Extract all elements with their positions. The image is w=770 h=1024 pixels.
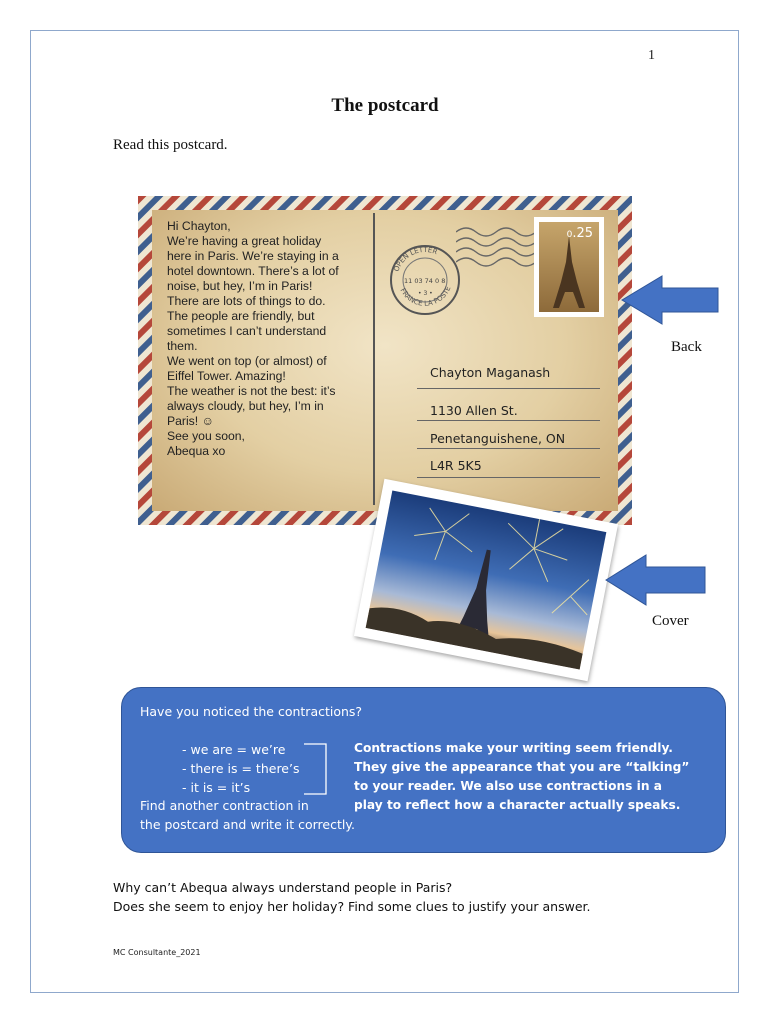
page-title: The postcard xyxy=(331,95,439,116)
message-line: See you soon, xyxy=(167,429,245,443)
address-line xyxy=(417,420,600,421)
callout-task-line: the postcard and write it correctly. xyxy=(140,817,355,832)
message-line: here in Paris. We’re staying in a xyxy=(167,249,339,263)
message-line: There are lots of things to do. xyxy=(167,294,326,308)
address-line xyxy=(417,388,600,389)
postmark-top-text: OPEN LETTER xyxy=(392,245,439,273)
cover-arrow-icon xyxy=(604,553,708,609)
stamp-value: 0.25 xyxy=(566,226,593,241)
message-line: Paris! ☺ xyxy=(167,414,214,428)
footer-text: MC Consultante_2021 xyxy=(113,948,201,957)
message-line: Abequa xo xyxy=(167,444,226,458)
address-street: 1130 Allen St. xyxy=(430,403,518,418)
address-name: Chayton Maganash xyxy=(430,365,551,380)
message-line: them. xyxy=(167,339,198,353)
message-line: noise, but hey, I’m in Paris! xyxy=(167,279,313,293)
message-line: sometimes I can’t understand xyxy=(167,324,327,338)
eiffel-tower-icon xyxy=(539,222,599,312)
contraction-example: - we are = we’re xyxy=(182,742,286,757)
stamp xyxy=(534,217,604,317)
question-1: Why can’t Abequa always understand people in Paris? xyxy=(113,880,453,895)
postmark-date: 11 03 74 0 8 xyxy=(404,277,446,285)
bracket-icon xyxy=(302,742,332,800)
message-line: We’re having a great holiday xyxy=(167,234,322,248)
stamp-image xyxy=(539,222,599,312)
message-line: always cloudy, but hey, I’m in xyxy=(167,399,324,413)
cover-label: Cover xyxy=(652,613,689,629)
postmark-mid: • 3 • xyxy=(418,290,433,297)
address-city: Penetanguishene, ON xyxy=(430,431,566,446)
message-line: The weather is not the best: it’s xyxy=(167,384,336,398)
postcard-divider xyxy=(373,213,375,505)
contractions-callout xyxy=(121,687,726,853)
back-label: Back xyxy=(671,339,702,355)
postmark-icon xyxy=(385,240,465,320)
intro-text: Read this postcard. xyxy=(113,137,228,153)
message-line: Hi Chayton, xyxy=(167,219,231,233)
question-2: Does she seem to enjoy her holiday? Find some clues to justify your answer. xyxy=(113,899,591,914)
message-line: The people are friendly, but xyxy=(167,309,315,323)
address-line xyxy=(417,448,600,449)
contraction-example: - there is = there’s xyxy=(182,761,300,776)
contraction-example: - it is = it’s xyxy=(182,780,251,795)
message-line: Eiffel Tower. Amazing! xyxy=(167,369,286,383)
cancellation-waves-icon xyxy=(456,222,546,282)
address-line xyxy=(417,477,600,478)
message-line: We went on top (or almost) of xyxy=(167,354,327,368)
callout-note: Contractions make your writing seem friendly. They give the appearance that you are “talking” to your reader. We also use contractions in a play to reflect how a character actually speaks. xyxy=(354,741,690,812)
back-arrow-icon xyxy=(620,272,720,332)
page-number: 1 xyxy=(648,48,655,63)
address-postal: L4R 5K5 xyxy=(430,458,482,473)
message-line: hotel downtown. There’s a lot of xyxy=(167,264,339,278)
callout-task-line: Find another contraction in xyxy=(140,798,309,813)
postmark-bottom-text: FRANCE LA POSTE xyxy=(398,285,453,308)
postcard-message xyxy=(167,219,357,459)
callout-question: Have you noticed the contractions? xyxy=(140,704,363,719)
eiffel-tower-fireworks-image xyxy=(366,490,607,669)
